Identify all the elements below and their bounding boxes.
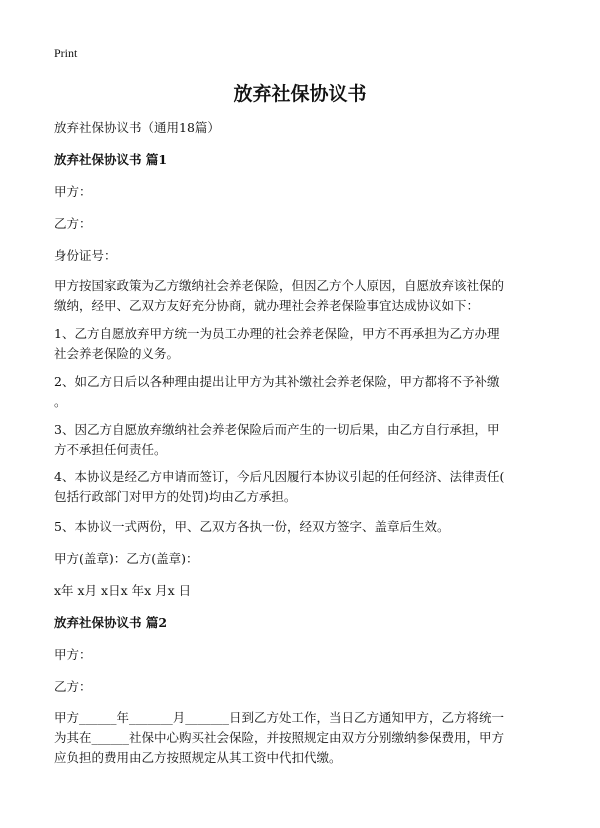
section1-signatures: 甲方(盖章)：乙方(盖章)： [54, 551, 199, 566]
section1-clause2 [54, 372, 554, 412]
section1-heading: 放弃社保协议书 篇1 [54, 152, 168, 167]
section1-dates: x年 x月 x日x 年x 月x 日 [54, 583, 192, 598]
document-subtitle: 放弃社保协议书（通用18篇） [54, 120, 220, 135]
section1-clause5: 5、本协议一式两份，甲、乙双方各执一份，经双方签字、盖章后生效。 [54, 519, 450, 534]
section1-party-b: 乙方： [54, 216, 92, 231]
section1-intro [54, 276, 554, 316]
section2-heading: 放弃社保协议书 篇2 [54, 615, 168, 630]
clause2-line2: 。 [54, 394, 67, 409]
document-title: 放弃社保协议书 [233, 83, 367, 105]
section2-body-line2: 为其在______社保中心购买社会保险，并按照规定由双方分别缴纳参保费用，甲方 [54, 730, 505, 745]
section2-body-line3: 应负担的费用由乙方按照规定从其工资中代扣代缴。 [54, 750, 342, 765]
section1-clause3 [54, 420, 554, 460]
clause3-line1: 3、因乙方自愿放弃缴纳社会养老保险后而产生的一切后果，由乙方自行承担，甲 [54, 422, 500, 437]
clause4-line1: 4、本协议是经乙方申请而签订，今后凡因履行本协议引起的任何经济、法律责任( [54, 469, 505, 484]
clause4-line2: 包括行政部门对甲方的处罚)均由乙方承担。 [54, 489, 297, 504]
section2-party-a: 甲方： [54, 647, 92, 662]
clause2-line1: 2、如乙方日后以各种理由提出让甲方为其补缴社会养老保险，甲方都将不予补缴 [54, 374, 500, 389]
print-link[interactable]: Print [54, 46, 78, 60]
section1-intro-line2: 缴纳，经甲、乙双方友好充分协商，就办理社会养老保险事宜达成协议如下： [54, 298, 480, 313]
section1-intro-line1: 甲方按国家政策为乙方缴纳社会养老保险，但因乙方个人原因，自愿放弃该社保的 [54, 278, 505, 293]
section1-party-a: 甲方： [54, 184, 92, 199]
section2-body-line1: 甲方______年_______月_______日到乙方处工作，当日乙方通知甲方，乙方将统一 [54, 710, 505, 725]
clause3-line2: 方不承担任何责任。 [54, 442, 167, 457]
section2-body [54, 708, 554, 768]
section1-id-number: 身份证号： [54, 248, 117, 263]
section1-clause1 [54, 324, 554, 364]
section2-party-b: 乙方： [54, 679, 92, 694]
clause1-line2: 社会养老保险的义务。 [54, 346, 180, 361]
section1-clause4 [54, 467, 554, 507]
clause1-line1: 1、乙方自愿放弃甲方统一为员工办理的社会养老保险，甲方不再承担为乙方办理 [54, 326, 500, 341]
